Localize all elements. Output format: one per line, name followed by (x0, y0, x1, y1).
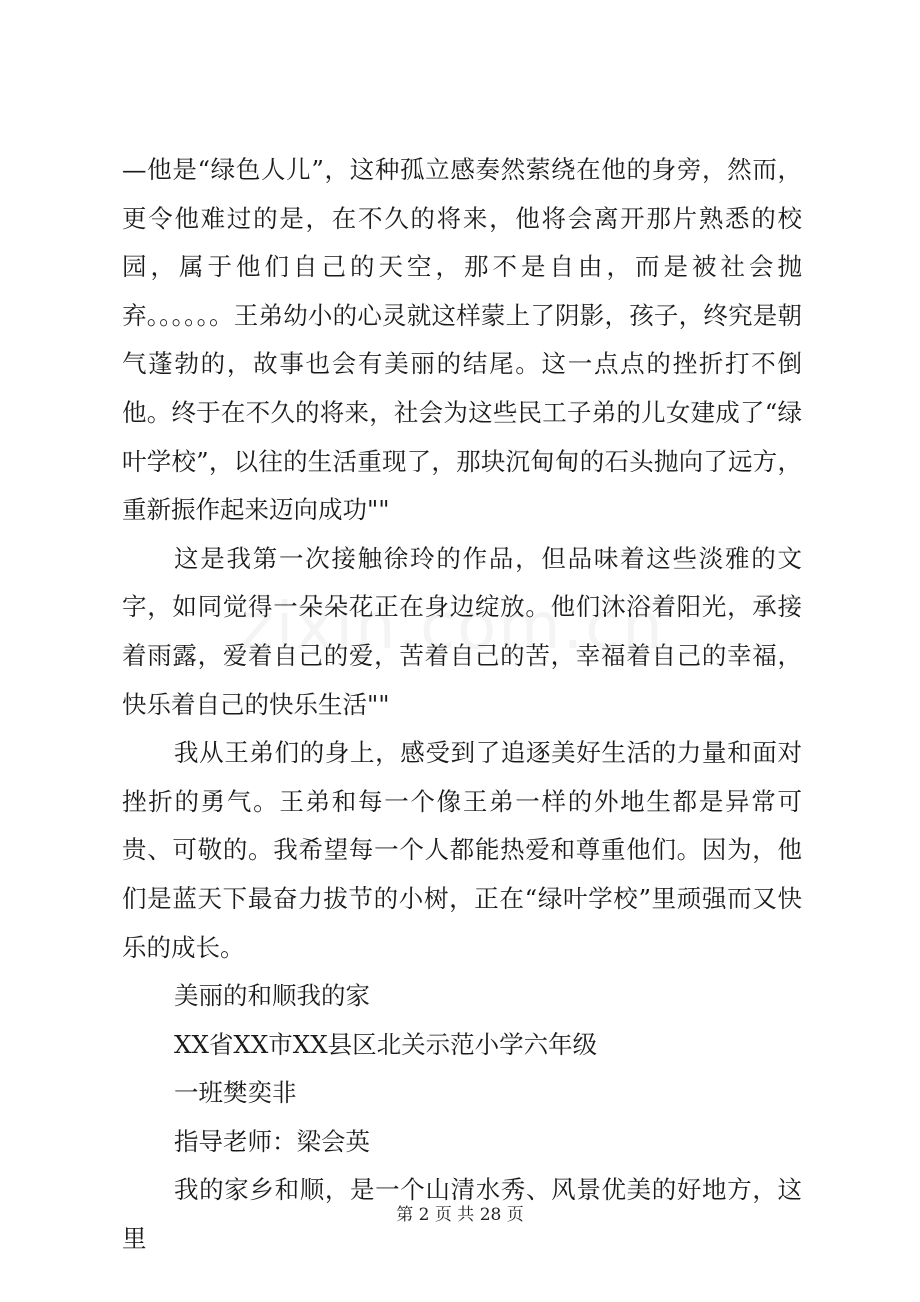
essay-title: 美丽的和顺我的家 (174, 981, 370, 1011)
school-line: XX省XX市XX县区北关示范小学六年级 (174, 1029, 598, 1059)
paragraph-reading-impression: 这是我第一次接触徐玲的作品，但品味着这些淡雅的文字，如同觉得一朵朵花正在身边绽放。他们沐浴着阳光，承接着雨露，爱着自己的爱，苦着自己的苦，幸福着自己的幸福，快乐着自己的快乐生活"" (122, 543, 802, 719)
class-author-line: 一班樊奕非 (174, 1078, 297, 1108)
paragraph-essay-opening: 我的家乡和顺，是一个山清水秀、风景优美的好地方，这里 (122, 1175, 802, 1254)
page-footer: 第 2 页 共 28 页 (396, 1205, 524, 1225)
paragraph-conclusion: 我从王弟们的身上，感受到了追逐美好生活的力量和面对挫折的勇气。王弟和每一个像王弟一样的外地生都是异常可贵、可敬的。我希望每一个人都能热爱和尊重他们。因为，他们是蓝天下最奋力拔节的小树，正在“绿叶学校”里顽强而又快乐的成长。 (122, 738, 802, 962)
paragraph-story-continuation: —他是“绿色人儿”，这种孤立感奏然萦绕在他的身旁，然而，更令他难过的是，在不久的将来，他将会离开那片熟悉的校园，属于他们自己的天空，那不是自由，而是被社会抛弃。。。。。。王弟幼小的心灵就这样蒙上了阴影，孩子，终究是朝气蓬勃的，故事也会有美丽的结尾。这一点点的挫折打不倒他。终于在不久的将来，社会为这些民工子弟的儿女建成了“绿叶学校”，以往的生活重现了，那块沉甸甸的石头抛向了远方，重新振作起来迈向成功"" (122, 155, 802, 525)
teacher-line: 指导老师：梁会英 (174, 1126, 370, 1156)
document-body (122, 146, 802, 1264)
